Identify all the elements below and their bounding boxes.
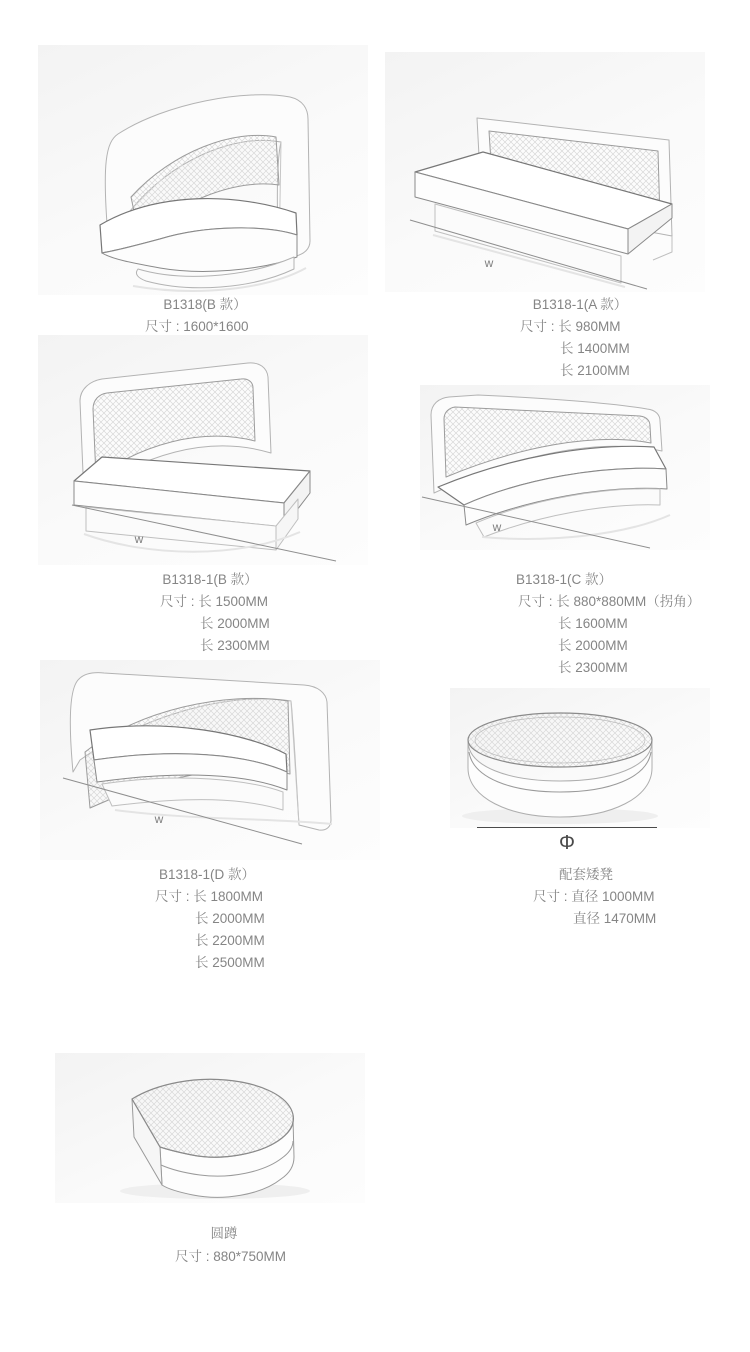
- wrap-back-sofa-drawing: [63, 673, 332, 844]
- product-dimensions: [518, 591, 700, 679]
- wrap-back-sofa-sketch: [40, 660, 380, 860]
- width-marker: w: [134, 532, 144, 546]
- dimension-line: 长 2000MM: [195, 911, 265, 926]
- product-dimensions: [155, 886, 265, 974]
- dimension-line: 长 2300MM: [200, 638, 270, 653]
- dimension-line: 尺寸 : 长 1500MM: [160, 594, 269, 609]
- product-dimensions: [160, 591, 270, 657]
- diameter-dimension-line: [477, 827, 657, 828]
- dimension-line: 长 2000MM: [200, 616, 270, 631]
- width-marker: w: [484, 256, 494, 270]
- chaise-sofa-sketch: [38, 335, 368, 565]
- product-title: B1318-1(D 款）: [158, 867, 256, 882]
- dimension-line: 长 2300MM: [558, 660, 628, 675]
- product-title: B1318-1(B 款）: [162, 572, 258, 587]
- dimension-line: 长 2500MM: [195, 955, 265, 970]
- straight-sofa-drawing: [410, 118, 672, 289]
- dimension-line: 尺寸 : 长 1800MM: [155, 889, 264, 904]
- dimension-line: 长 1600MM: [558, 616, 628, 631]
- curved-sofa-sketch: [38, 45, 368, 295]
- product-title: 圆蹲: [210, 1226, 238, 1241]
- dimension-line: 长 2000MM: [558, 638, 628, 653]
- corner-sofa-sketch: [420, 385, 710, 550]
- half-round-pouf-drawing: [120, 1079, 310, 1199]
- dimension-line: 长 2200MM: [195, 933, 265, 948]
- dimension-line: 尺寸 : 长 980MM: [520, 319, 621, 334]
- product-dimensions: [520, 316, 630, 382]
- product-dimensions: [175, 1246, 286, 1268]
- dimension-line: 尺寸 : 1600*1600: [145, 319, 249, 334]
- dimension-line: 尺寸 : 直径 1000MM: [533, 889, 655, 904]
- dimension-line: 直径 1470MM: [573, 911, 657, 926]
- dimension-line: 长 2100MM: [560, 363, 630, 378]
- product-title: B1318(B 款）: [163, 297, 247, 312]
- corner-sofa-drawing: [422, 395, 670, 548]
- round-ottoman-drawing: [462, 713, 658, 824]
- round-ottoman-sketch: [450, 688, 710, 828]
- dimension-line: 尺寸 : 长 880*880MM（拐角）: [518, 594, 701, 609]
- width-marker: w: [492, 520, 502, 534]
- width-marker: w: [154, 812, 164, 826]
- dimension-line: 尺寸 : 880*750MM: [175, 1249, 287, 1264]
- curved-sofa-drawing: [100, 95, 310, 291]
- dimension-line: 长 1400MM: [560, 341, 630, 356]
- chaise-sofa-drawing: [72, 363, 336, 561]
- product-title: B1318-1(C 款）: [515, 572, 613, 587]
- straight-sofa-sketch: [385, 52, 705, 292]
- product-dimensions: [533, 886, 656, 930]
- half-round-pouf-sketch: [55, 1053, 365, 1203]
- product-title: B1318-1(A 款）: [532, 297, 628, 312]
- product-title: 配套矮凳: [559, 867, 613, 882]
- diameter-symbol: Φ: [559, 832, 575, 854]
